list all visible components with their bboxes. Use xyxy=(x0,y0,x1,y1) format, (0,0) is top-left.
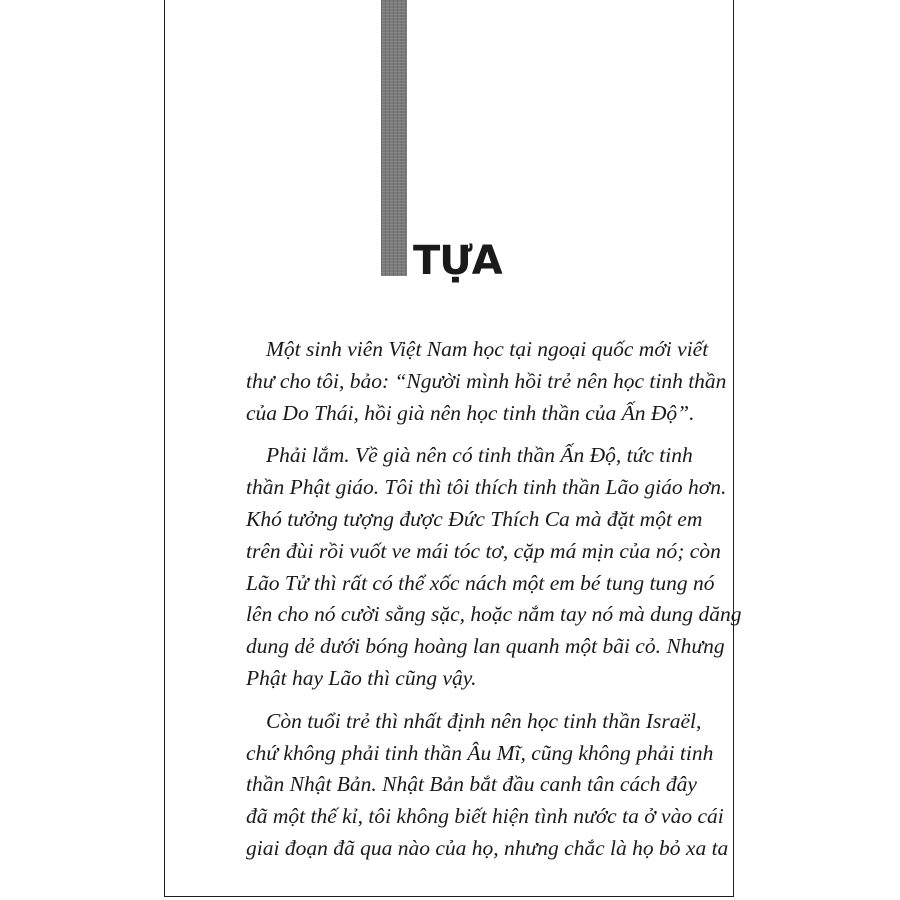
chapter-title: TỰA xyxy=(413,238,502,284)
text-line: chứ không phải tinh thần Âu Mĩ, cũng không phải tinh xyxy=(246,740,714,765)
text-line: trên đùi rồi vuốt ve mái tóc tơ, cặp má mịn của nó; còn xyxy=(246,538,721,563)
text-line: lên cho nó cười sằng sặc, hoặc nắm tay nó mà dung dăng xyxy=(246,602,742,627)
text-line: Phải lắm. Về già nên có tinh thần Ấn Độ, tức tinh xyxy=(266,443,693,468)
paragraph-1 xyxy=(246,334,727,429)
text-line: giai đoạn đã qua nào của họ, nhưng chắc là họ bỏ xa ta xyxy=(246,835,729,860)
text-line: thần Phật giáo. Tôi thì tôi thích tinh thần Lão giáo hơn. xyxy=(246,475,727,500)
text-line: Phật hay Lão thì cũng vậy. xyxy=(246,665,477,690)
text-line: Lão Tử thì rất có thể xốc nách một em bé tung tung nó xyxy=(246,570,715,595)
text-line: Khó tưởng tượng được Đức Thích Ca mà đặt một em xyxy=(246,506,703,531)
body-text xyxy=(246,334,742,865)
text-line: thư cho tôi, bảo: “Người mình hồi trẻ nên học tinh thần xyxy=(246,368,727,393)
text-line: Còn tuổi trẻ thì nhất định nên học tinh thần Israël, xyxy=(266,708,702,733)
text-line: thần Nhật Bản. Nhật Bản bắt đầu canh tân cách đây xyxy=(246,772,697,797)
text-line: Một sinh viên Việt Nam học tại ngoại quốc mới viết xyxy=(266,337,709,361)
text-line: dung dẻ dưới bóng hoàng lan quanh một bãi cỏ. Nhưng xyxy=(246,634,725,659)
text-line: đã một thế kỉ, tôi không biết hiện tình nước ta ở vào cái xyxy=(246,804,724,829)
chapter-decorative-bar xyxy=(381,0,407,276)
text-line: của Do Thái, hồi già nên học tinh thần của Ấn Độ”. xyxy=(246,400,695,425)
paragraph-2 xyxy=(246,440,742,694)
paragraph-3 xyxy=(246,706,729,865)
